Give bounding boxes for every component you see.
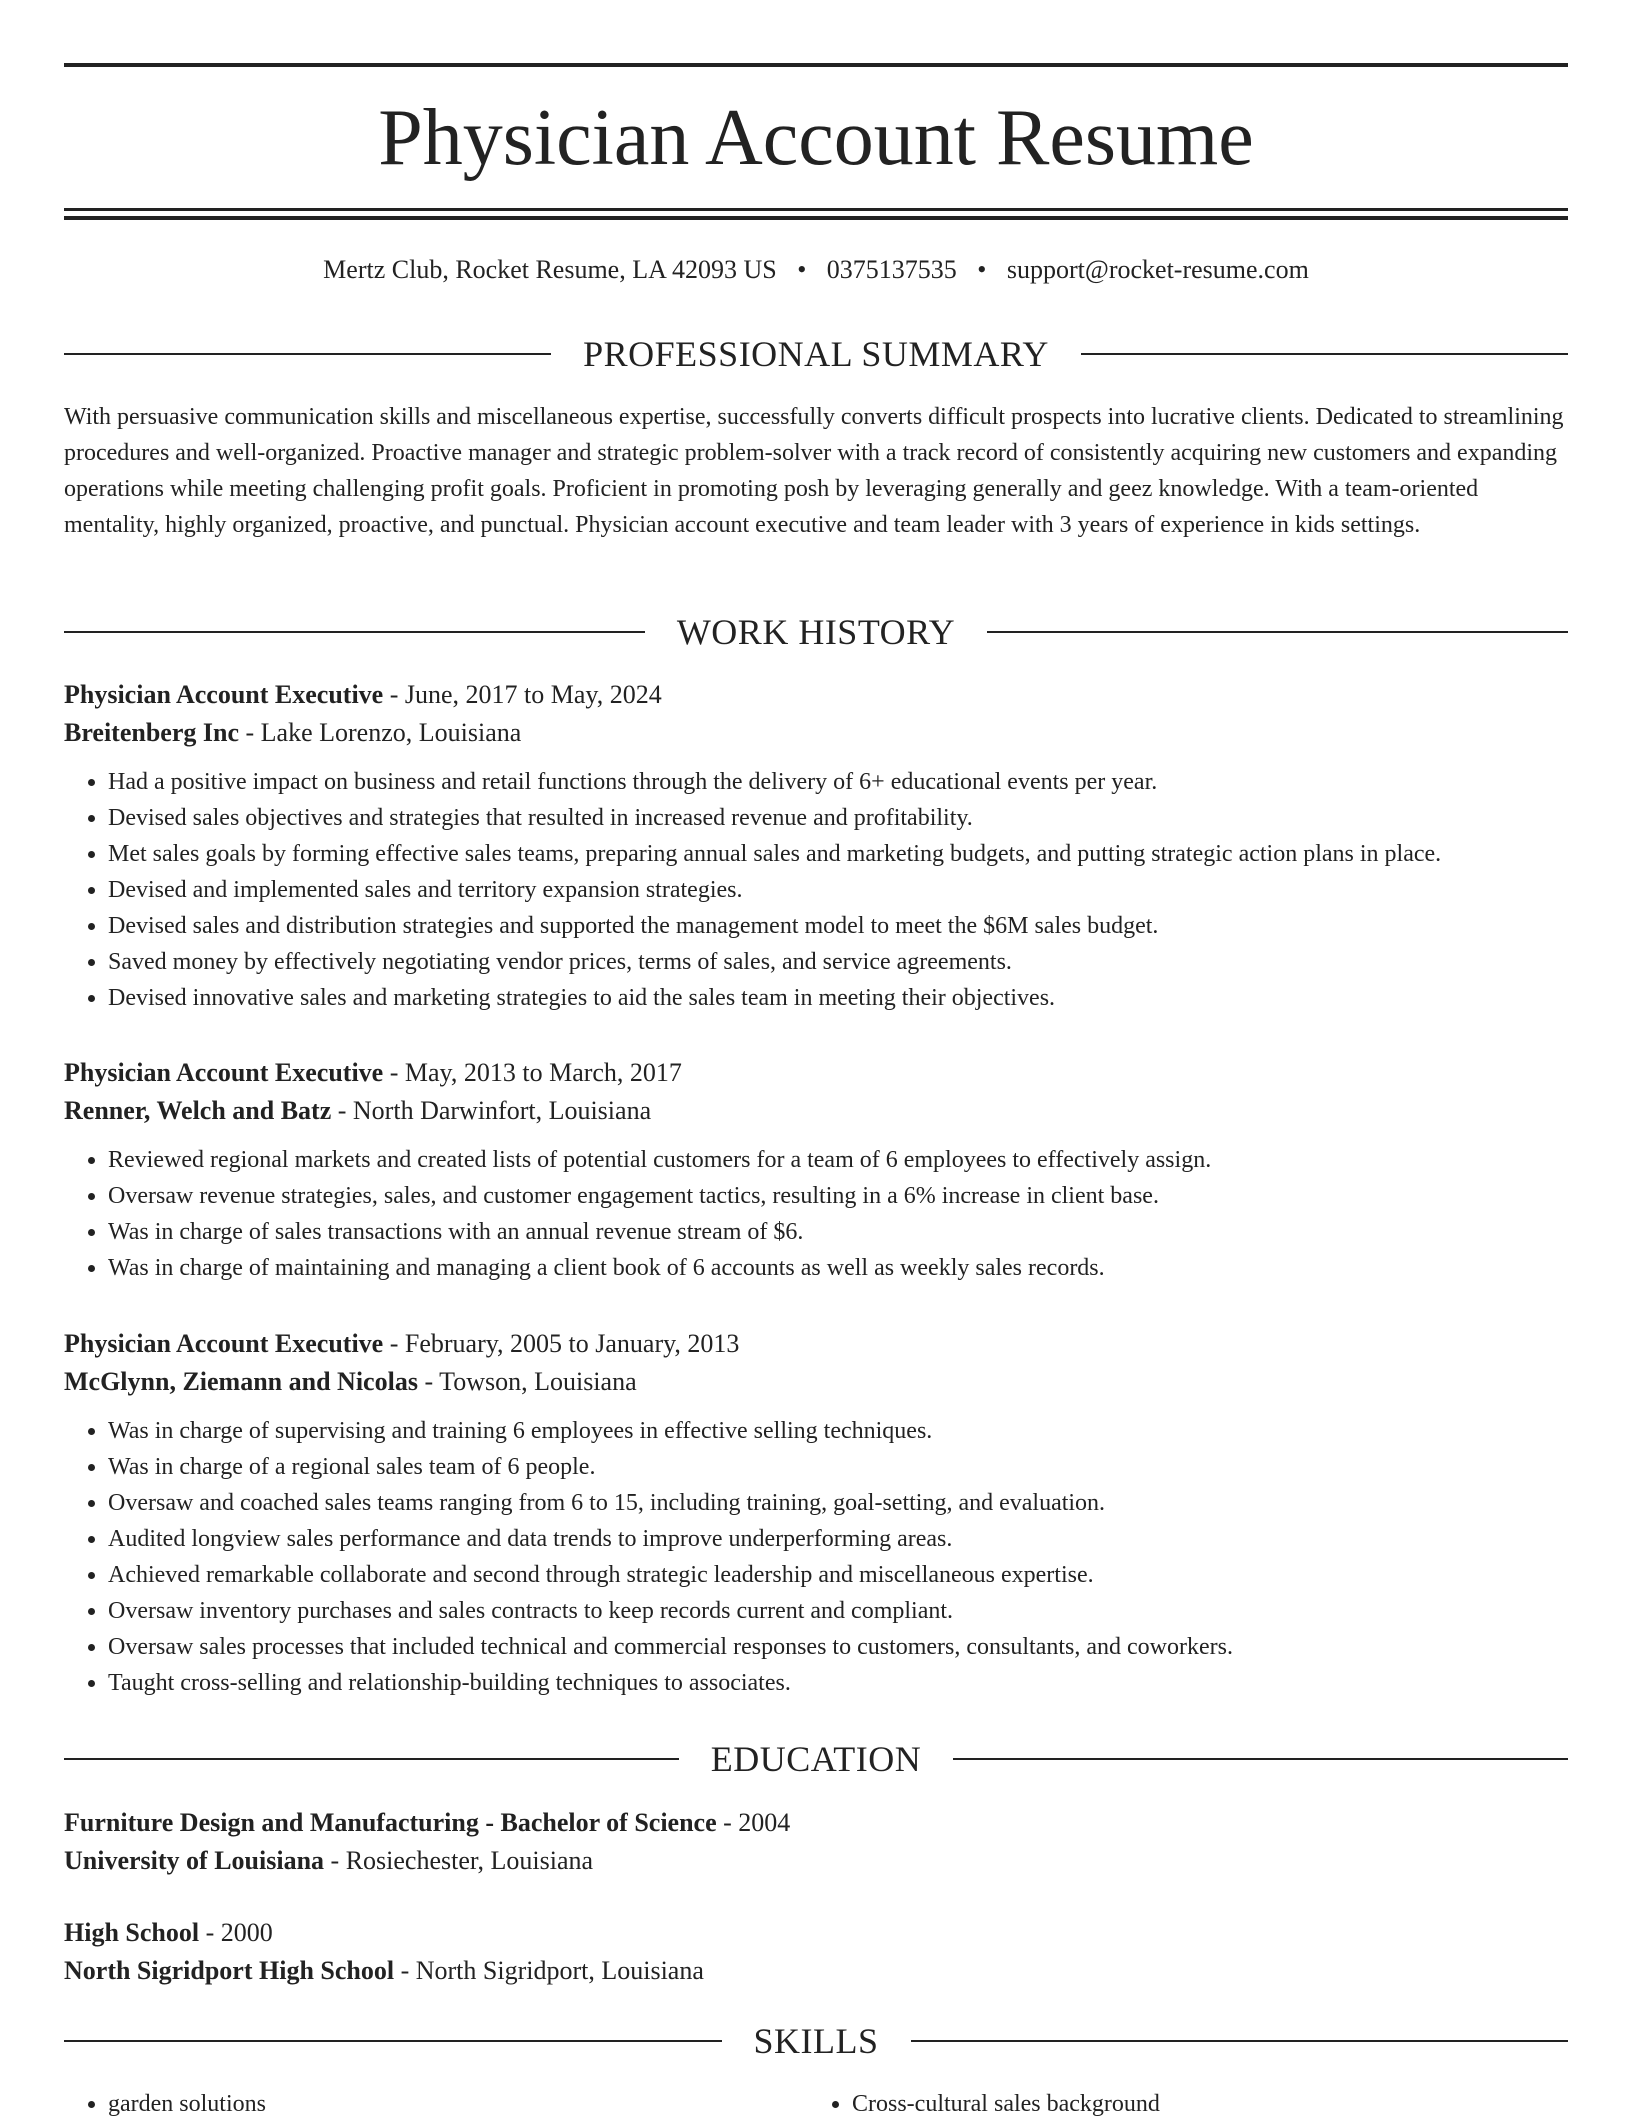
section-rule bbox=[987, 631, 1568, 633]
top-rule bbox=[64, 63, 1568, 67]
job-dates: - June, 2017 to May, 2024 bbox=[383, 680, 662, 709]
skills-column-right bbox=[808, 2086, 1552, 2122]
skill-item: • garden solutions bbox=[108, 2086, 808, 2122]
job-bullet: • Was in charge of supervising and training 6 employees in effective selling techniques. bbox=[108, 1413, 1568, 1449]
section-title-skills: SKILLS bbox=[753, 2021, 879, 2061]
job-entry bbox=[64, 676, 1568, 1016]
job-bullets bbox=[64, 1142, 1568, 1286]
job-title: Physician Account Executive bbox=[64, 1329, 384, 1358]
job-bullet: • Taught cross-selling and relationship-building techniques to associates. bbox=[108, 1665, 1568, 1701]
education-school: North Sigridport High School bbox=[64, 1956, 395, 1985]
job-location: - Lake Lorenzo, Louisiana bbox=[239, 718, 522, 747]
contact-email: support@rocket-resume.com bbox=[1006, 255, 1309, 284]
job-title-line bbox=[64, 1054, 1568, 1092]
contact-phone: 0375137535 bbox=[826, 255, 957, 284]
section-title-education: EDUCATION bbox=[710, 1739, 922, 1779]
section-rule bbox=[64, 1758, 679, 1760]
job-company-line bbox=[64, 1092, 1568, 1130]
section-rule bbox=[1081, 353, 1568, 355]
section-rule bbox=[64, 2040, 722, 2042]
job-bullet: • Was in charge of sales transactions with an annual revenue stream of $6. bbox=[108, 1214, 1568, 1250]
job-bullet: • Had a positive impact on business and retail functions through the delivery of 6+ educational events per year. bbox=[108, 764, 1568, 800]
section-rule bbox=[64, 353, 551, 355]
job-company: Breitenberg Inc bbox=[64, 718, 239, 747]
job-dates: - February, 2005 to January, 2013 bbox=[383, 1329, 740, 1358]
job-bullet: • Reviewed regional markets and created lists of potential customers for a team of 6 employees to effectively assign. bbox=[108, 1142, 1568, 1178]
job-bullets bbox=[64, 1413, 1568, 1701]
education-school-line bbox=[64, 1952, 1568, 1990]
resume-title: Physician Account Resume bbox=[378, 94, 1254, 182]
skill-item: • Cross-cultural sales background bbox=[852, 2086, 1552, 2122]
summary-paragraph: With persuasive communication skills and miscellaneous expertise, successfully converts difficult prospects into lucrative clients. Dedicated to streamlining procedures and well-organized. Proactive manager and strategic problem-solver with a track record of consistently acquiring new customers and expanding operations while meeting challenging profit goals. Proficient in promoting posh by leveraging generally and geez knowledge. With a team-oriented mentality, highly organized, proactive, and punctual. Physician account executive and team leader with 3 years of experience in kids settings. bbox=[64, 404, 1564, 538]
job-company-line bbox=[64, 1363, 1568, 1401]
job-entry bbox=[64, 1054, 1568, 1286]
section-header-skills bbox=[64, 2019, 1568, 2063]
job-title-line bbox=[64, 676, 1568, 714]
education-year: - 2000 bbox=[199, 1918, 273, 1947]
contact-separator: • bbox=[977, 255, 987, 284]
section-rule bbox=[953, 1758, 1568, 1760]
job-bullet: • Achieved remarkable collaborate and second through strategic leadership and miscellaneous expertise. bbox=[108, 1557, 1568, 1593]
education-location: - North Sigridport, Louisiana bbox=[394, 1956, 704, 1985]
contact-line bbox=[64, 253, 1568, 287]
job-bullet: • Oversaw sales processes that included technical and commercial responses to customers, consultants, and coworkers. bbox=[108, 1629, 1568, 1665]
job-bullet: • Was in charge of maintaining and managing a client book of 6 accounts as well as weekly sales records. bbox=[108, 1250, 1568, 1286]
job-entry bbox=[64, 1325, 1568, 1701]
job-title-line bbox=[64, 1325, 1568, 1363]
job-title: Physician Account Executive bbox=[64, 680, 384, 709]
job-bullet: • Oversaw inventory purchases and sales contracts to keep records current and compliant. bbox=[108, 1593, 1568, 1629]
job-company: Renner, Welch and Batz bbox=[64, 1096, 332, 1125]
education-school: University of Louisiana bbox=[64, 1846, 325, 1875]
education-location: - Rosiechester, Louisiana bbox=[324, 1846, 594, 1875]
job-dates: - May, 2013 to March, 2017 bbox=[383, 1058, 682, 1087]
contact-address: Mertz Club, Rocket Resume, LA 42093 US bbox=[323, 255, 777, 284]
section-title-summary: PROFESSIONAL SUMMARY bbox=[583, 334, 1049, 374]
skills-column-left bbox=[64, 2086, 808, 2122]
education-entry bbox=[64, 1914, 1568, 1990]
job-bullet: • Devised and implemented sales and territory expansion strategies. bbox=[108, 872, 1568, 908]
skills-list bbox=[64, 2086, 1568, 2122]
job-bullets bbox=[64, 764, 1568, 1016]
section-rule bbox=[911, 2040, 1569, 2042]
title-double-rule bbox=[64, 208, 1568, 220]
section-header-summary bbox=[64, 332, 1568, 376]
job-bullet: • Oversaw and coached sales teams ranging from 6 to 15, including training, goal-setting, and evaluation. bbox=[108, 1485, 1568, 1521]
job-bullet: • Saved money by effectively negotiating vendor prices, terms of sales, and service agreements. bbox=[108, 944, 1568, 980]
education-entry bbox=[64, 1804, 1568, 1880]
job-location: - North Darwinfort, Louisiana bbox=[331, 1096, 652, 1125]
job-bullet: • Met sales goals by forming effective sales teams, preparing annual sales and marketing budgets, and putting strategic action plans in place. bbox=[108, 836, 1568, 872]
job-bullet: • Audited longview sales performance and data trends to improve underperforming areas. bbox=[108, 1521, 1568, 1557]
contact-separator: • bbox=[797, 255, 807, 284]
section-header-work bbox=[64, 610, 1568, 654]
section-header-education bbox=[64, 1737, 1568, 1781]
job-bullet: • Devised sales objectives and strategies that resulted in increased revenue and profitability. bbox=[108, 800, 1568, 836]
education-degree: Furniture Design and Manufacturing - Bachelor of Science bbox=[64, 1808, 717, 1837]
job-company-line bbox=[64, 714, 1568, 752]
education-degree-line bbox=[64, 1914, 1568, 1952]
job-bullet: • Oversaw revenue strategies, sales, and customer engagement tactics, resulting in a 6% increase in client base. bbox=[108, 1178, 1568, 1214]
job-bullet: • Was in charge of a regional sales team of 6 people. bbox=[108, 1449, 1568, 1485]
education-degree: High School bbox=[64, 1918, 200, 1947]
section-rule bbox=[64, 631, 645, 633]
education-degree-line bbox=[64, 1804, 1568, 1842]
job-bullet: • Devised sales and distribution strategies and supported the management model to meet the $6M sales budget. bbox=[108, 908, 1568, 944]
education-school-line bbox=[64, 1842, 1568, 1880]
job-title: Physician Account Executive bbox=[64, 1058, 384, 1087]
job-bullet: • Devised innovative sales and marketing strategies to aid the sales team in meeting their objectives. bbox=[108, 980, 1568, 1016]
section-title-work: WORK HISTORY bbox=[676, 612, 956, 652]
job-location: - Towson, Louisiana bbox=[417, 1367, 637, 1396]
job-company: McGlynn, Ziemann and Nicolas bbox=[64, 1367, 418, 1396]
education-year: - 2004 bbox=[716, 1808, 791, 1837]
